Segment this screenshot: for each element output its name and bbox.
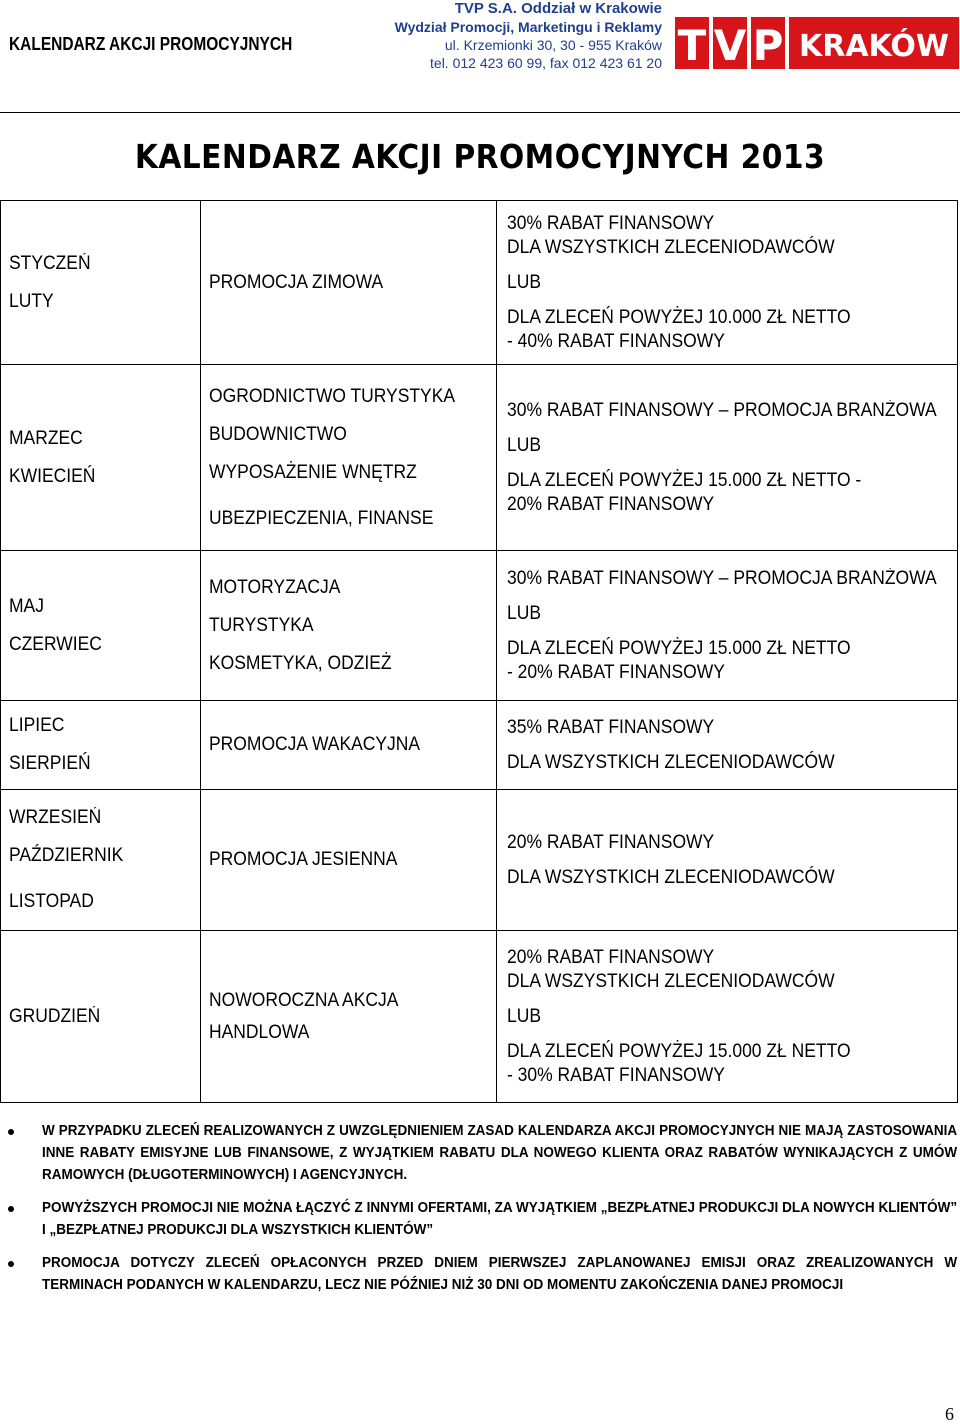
condition-line: DLA WSZYSTKICH ZLECENIODAWCÓW <box>507 236 835 258</box>
department-name: Wydział Promocji, Marketingu i Reklamy <box>394 19 662 35</box>
note-text: W PRZYPADKU ZLECEŃ REALIZOWANYCH Z UWZGLĘDNIENIEM ZASAD KALENDARZA AKCJI PROMOCYJNYCH NIE MAJĄ ZASTOSOWANIA INNE RABATY EMISYJNE LUB FINANSOWE, Z WYJĄTKIEM RABATU DLA NOWEGO KLIENTA ORAZ RABATÓW WYNIKAJĄCYCH Z UMÓW RAMOWYCH (DŁUGOTERMINOWYCH) I AGENCYJNYCH. <box>42 1123 958 1183</box>
condition-line: 20% RABAT FINANSOWY <box>507 493 715 515</box>
promotion-name: NOWOROCZNA AKCJA <box>209 989 399 1011</box>
tvp-krakow-logo <box>675 15 959 73</box>
promotion-name: KOSMETYKA, ODZIEŻ <box>209 652 392 674</box>
promotion-cell <box>201 701 497 790</box>
header-doc-title: KALENDARZ AKCJI PROMOCYJNYCH <box>9 34 293 54</box>
note-item <box>0 1120 960 1186</box>
bullet-icon <box>8 1261 14 1267</box>
note-item <box>0 1197 960 1241</box>
condition-line: DLA ZLECEŃ POWYŻEJ 15.000 ZŁ NETTO <box>507 1040 851 1062</box>
phone-line: tel. 012 423 60 99, fax 012 423 61 20 <box>430 55 662 71</box>
notes-list <box>0 1120 960 1307</box>
condition-line: DLA WSZYSTKICH ZLECENIODAWCÓW <box>507 866 835 888</box>
table-row <box>1 201 958 365</box>
conditions-cell <box>497 551 958 701</box>
month: STYCZEŃ <box>9 252 91 274</box>
months-cell <box>1 931 201 1103</box>
table-row <box>1 790 958 931</box>
promotion-name: WYPOSAŻENIE WNĘTRZ <box>209 461 417 483</box>
condition-line: 35% RABAT FINANSOWY <box>507 716 715 738</box>
condition-line: LUB <box>507 271 542 293</box>
condition-line: DLA ZLECEŃ POWYŻEJ 15.000 ZŁ NETTO <box>507 637 851 659</box>
conditions-cell <box>497 931 958 1103</box>
condition-line: DLA ZLECEŃ POWYŻEJ 10.000 ZŁ NETTO <box>507 306 851 328</box>
months-cell <box>1 790 201 931</box>
company-name: TVP S.A. Oddział w Krakowie <box>454 0 662 17</box>
condition-line: - 20% RABAT FINANSOWY <box>507 661 725 683</box>
table-row <box>1 931 958 1103</box>
table-row <box>1 365 958 551</box>
promotion-name: HANDLOWA <box>209 1021 310 1043</box>
month: MAJ <box>9 595 44 617</box>
condition-line: LUB <box>507 1005 542 1027</box>
condition-line: 20% RABAT FINANSOWY <box>507 831 715 853</box>
month: LUTY <box>9 290 54 312</box>
note-text: POWYŻSZYCH PROMOCJI NIE MOŻNA ŁĄCZYĆ Z INNYMI OFERTAMI, ZA WYJĄTKIEM „BEZPŁATNEJ PRODUKCJI DLA NOWYCH KLIENTÓW” I „BEZPŁATNEJ PRODUKCJI DLA WSZYSTKICH KLIENTÓW” <box>42 1200 958 1238</box>
svg-text:V: V <box>713 21 747 70</box>
condition-line: DLA ZLECEŃ POWYŻEJ 15.000 ZŁ NETTO - <box>507 469 862 491</box>
promotion-cell <box>201 931 497 1103</box>
month: PAŹDZIERNIK <box>9 845 124 866</box>
month: MARZEC <box>9 427 83 449</box>
month: LISTOPAD <box>9 891 94 912</box>
promotion-name: PROMOCJA WAKACYJNA <box>209 734 421 755</box>
promotion-name: BUDOWNICTWO <box>209 423 347 445</box>
promotion-name: PROMOCJA ZIMOWA <box>209 271 384 293</box>
months-cell <box>1 701 201 790</box>
svg-text:T: T <box>677 21 707 70</box>
months-cell <box>1 201 201 365</box>
svg-text:P: P <box>752 21 784 70</box>
promotion-name: OGRODNICTWO TURYSTYKA <box>209 385 456 407</box>
table-row <box>1 701 958 790</box>
conditions-cell <box>497 790 958 931</box>
condition-line: 30% RABAT FINANSOWY – PROMOCJA BRANŻOWA <box>507 567 937 589</box>
header-divider <box>0 112 960 113</box>
condition-line: DLA WSZYSTKICH ZLECENIODAWCÓW <box>507 970 835 992</box>
condition-line: LUB <box>507 602 542 624</box>
months-cell <box>1 365 201 551</box>
promotion-name: MOTORYZACJA <box>209 576 341 598</box>
promotion-name: PROMOCJA JESIENNA <box>209 849 398 870</box>
promotion-calendar-table <box>0 200 958 1103</box>
month: LIPIEC <box>9 715 65 736</box>
header-address-block <box>392 0 662 72</box>
condition-line: 20% RABAT FINANSOWY <box>507 946 715 968</box>
months-cell <box>1 551 201 701</box>
page-title: KALENDARZ AKCJI PROMOCYJNYCH 2013 <box>134 137 826 176</box>
note-text: PROMOCJA DOTYCZY ZLECEŃ OPŁACONYCH PRZED DNIEM PIERWSZEJ ZAPLANOWANEJ EMISJI ORAZ ZREALIZOWANYCH W TERMINACH PODANYCH W KALENDARZU, LECZ NIE PÓŹNIEJ NIŻ 30 DNI OD MOMENTU ZAKOŃCZENIA DANEJ PROMOCJI <box>42 1255 958 1293</box>
condition-line: - 30% RABAT FINANSOWY <box>507 1064 725 1086</box>
address-line: ul. Krzemionki 30, 30 - 955 Kraków <box>444 37 662 53</box>
condition-line: 30% RABAT FINANSOWY – PROMOCJA BRANŻOWA <box>507 399 937 421</box>
promotion-cell <box>201 365 497 551</box>
promotion-cell <box>201 790 497 931</box>
month: CZERWIEC <box>9 633 102 655</box>
bullet-icon <box>8 1129 14 1135</box>
bullet-icon <box>8 1206 14 1212</box>
condition-line: 30% RABAT FINANSOWY <box>507 212 715 234</box>
month: GRUDZIEŃ <box>9 1005 101 1027</box>
conditions-cell <box>497 365 958 551</box>
promotion-cell <box>201 201 497 365</box>
month: KWIECIEŃ <box>9 465 96 487</box>
note-item <box>0 1252 960 1296</box>
month: SIERPIEŃ <box>9 753 91 774</box>
logo-city-text: KRAKÓW <box>798 29 950 64</box>
table-row <box>1 551 958 701</box>
condition-line: - 40% RABAT FINANSOWY <box>507 330 725 352</box>
month: WRZESIEŃ <box>9 807 102 828</box>
promotion-cell <box>201 551 497 701</box>
promotion-name: TURYSTYKA <box>209 614 314 636</box>
condition-line: DLA WSZYSTKICH ZLECENIODAWCÓW <box>507 751 835 773</box>
page-number: 6 <box>945 1404 954 1424</box>
condition-line: LUB <box>507 434 542 456</box>
conditions-cell <box>497 201 958 365</box>
conditions-cell <box>497 701 958 790</box>
promotion-name: UBEZPIECZENIA, FINANSE <box>209 507 434 529</box>
